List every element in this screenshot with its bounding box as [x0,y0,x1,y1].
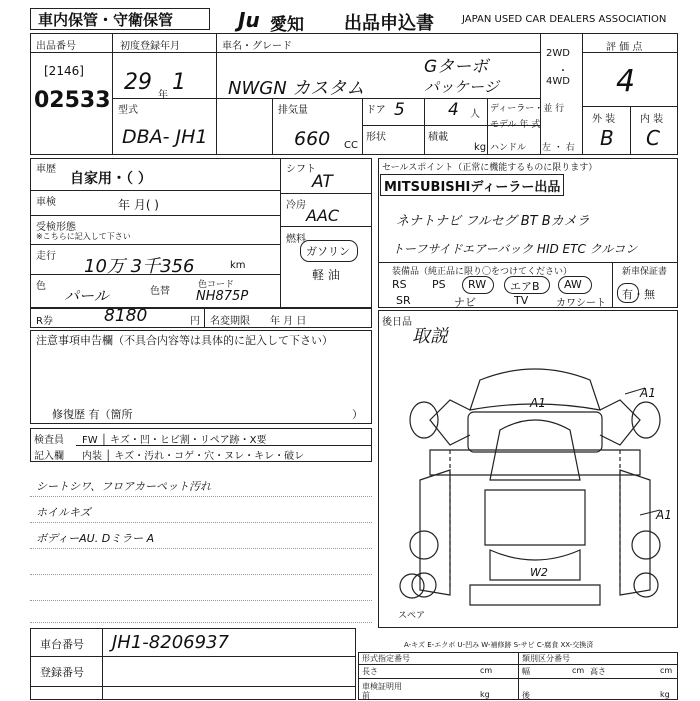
form-title: 出品申込書 [344,13,434,34]
meigi-value: 年 月 日 [270,316,307,327]
diag-a1-top: A1 [530,396,546,410]
warranty-label: 新車保証書 [622,267,668,277]
km-label: km [230,260,246,271]
repair-close: ） [352,408,363,421]
warranty-value: 有・無 [622,288,655,301]
interior-value: C [646,126,660,150]
persons-label: 人 [470,109,480,120]
diesel-label: 軽 油 [312,268,340,282]
note-line-1: シートシワ、フロアカーペット汚れ [36,480,212,493]
handle-value: 左 ・ 右 [542,143,575,153]
shoumei-note: ※こちらに記入して下さい [36,232,131,241]
legend: A-キズ E-エクボ U-凹み W-補修跡 S-サビ C-腐食 XX-交換済 [404,641,594,649]
diag-a1-right1: A1 [640,386,656,400]
dealer-label: ディーラー・並 行 [490,104,565,114]
katashiki-cert-label: 形式指定番号 [362,654,410,663]
warranty-circle [617,283,639,303]
model-name: NWGN カスタム [228,78,365,99]
ato-label: 後 [522,691,530,700]
history-label: 車歴 [36,164,56,175]
lot-no-label: 出品番号 [36,41,76,52]
sales-line-2: トーフサイドエアーバック HID ETC クルコン [392,242,638,256]
shaken-cert-label: 車検証明用 [362,682,402,691]
inspector-label: 検査員 [34,435,64,446]
back-seat-label: 後日品 [382,317,412,328]
ato-kg: kg [660,690,670,699]
lot-no-value: 02533 [34,88,111,113]
equip-aw: AW [564,278,582,291]
shift-label: シフト [286,164,316,175]
equip-navi: ナビ [454,296,476,309]
mae-label: 前 [362,691,370,700]
persons-value: 4 [448,100,459,120]
equip-tv: TV [514,294,529,307]
recycle-row [30,308,372,328]
reg-year: 29 [124,70,152,95]
grade-2: パッケージ [424,78,499,96]
equip-label: 装備品（純正品に限り〇をつけてください） [392,267,573,277]
nen-label: 年 [158,90,168,101]
exterior-value: B [600,126,614,150]
equip-airbag: エアB [510,280,540,293]
chassis-value: JH1-8206937 [112,632,229,653]
equip-leather: カワシート [556,298,606,309]
association-name: JAPAN USED CAR DEALERS ASSOCIATION [462,14,667,25]
kg-label: kg [474,142,487,153]
mileage-value: 10万 3千356 [84,256,195,277]
meigi-label: 名変期限 [210,316,250,327]
model-grade-label: 車名・グレード [222,41,292,52]
doors-value: 5 [394,100,405,120]
color-label: 色 [36,281,46,292]
wd-dot: ・ [558,66,568,77]
car-diagram [390,350,680,620]
note-line-3: ボディーAU. Dミラー A [36,532,155,545]
score-label: 評 価 点 [606,42,643,53]
logo-text: 愛知 [270,15,304,35]
handle-label: ハンドル [490,143,527,153]
sales-line-1: ネナトナビ フルセグ BT Bカメラ [396,214,590,229]
shaken-label: 車検 [36,197,56,208]
first-reg-label: 初度登録年月 [120,41,180,52]
history-value: 自家用・（ ） [70,171,152,187]
recycle-label: R券 [36,316,53,327]
back-seat-value: 取説 [412,326,448,347]
height-label: 高さ [590,667,606,676]
2wd-label: 2WD [546,48,570,59]
reg-no-label: 登録番号 [40,666,84,679]
reg-month: 1 [172,70,186,95]
record-label: 記入欄 [34,451,64,462]
interior-label: 内 装 [640,114,664,125]
spare-label: スペア [398,611,426,621]
dealer-banner: MITSUBISHIディーラー出品 [384,180,561,195]
diag-w2: W2 [530,566,548,579]
model-year-label: モデル 年 式 [490,120,541,130]
ju-logo: Ju [238,8,260,32]
equip-rw: RW [468,278,487,291]
sales-point-label: セールスポイント（正常に機能するものに限ります） [382,163,598,173]
color-code-value: NH875P [196,289,249,304]
lot-sub: [2146] [44,64,84,78]
diag-a1-right2: A1 [656,508,672,522]
naisou-row: 内装 │ キズ・汚れ・コゲ・穴・ヌレ・キレ・破レ [82,451,305,462]
fuel-value: ガソリン [306,245,350,258]
width-cm: cm [572,666,585,675]
equip-rs: RS [392,278,407,291]
yen-label: 円 [190,316,200,327]
repair-label: 修復歴 有（箇所 [52,408,133,421]
fuel-label: 燃料 [286,234,306,245]
displacement-label: 排気量 [278,105,308,116]
capacity-label: 積載 [428,132,448,143]
shape-label: 形状 [366,132,386,143]
katashiki-value: DBA- JH1 [122,126,208,148]
cc-label: CC [344,140,358,151]
width-label: 幅 [522,667,530,676]
equip-sr: SR [396,294,411,307]
color-code-label: 色コード [198,280,235,290]
equip-ps: PS [432,278,446,291]
note-line-2: ホイルキズ [36,506,91,519]
katashiki-label: 型式 [118,105,138,116]
recycle-value: 8180 [104,306,148,326]
displacement-value: 660 [294,128,331,150]
aircon-label: 冷房 [286,200,306,211]
exterior-label: 外 装 [592,114,616,125]
grade: Gターボ [424,57,489,77]
storage-badge-text: 車内保管・守衛保管 [38,11,174,29]
length-label: 長さ [362,667,378,676]
color-value: パール [64,287,109,305]
fw-row: FW │ キズ・凹・ヒビ割・リペア跡・X要 [82,435,267,446]
shaken-ym: 年 月( ) [118,198,159,212]
notes-heading: 注意事項申告欄（不具合内容等は具体的に記入して下さい） [36,334,333,347]
height-cm: cm [660,666,673,675]
aircon-value: AAC [306,206,340,225]
shift-value: AT [312,172,333,192]
door-label: ドア [366,105,386,116]
4wd-label: 4WD [546,76,570,87]
chassis-label: 車台番号 [40,638,84,651]
length-cm: cm [480,666,493,675]
category-no-label: 類別区分番号 [522,654,570,663]
score-value: 4 [616,64,636,99]
color-change-label: 色替 [150,286,170,297]
shoumei-label: 受検形態 [36,222,76,233]
mae-kg: kg [480,690,490,699]
mileage-label: 走行 [36,251,56,262]
